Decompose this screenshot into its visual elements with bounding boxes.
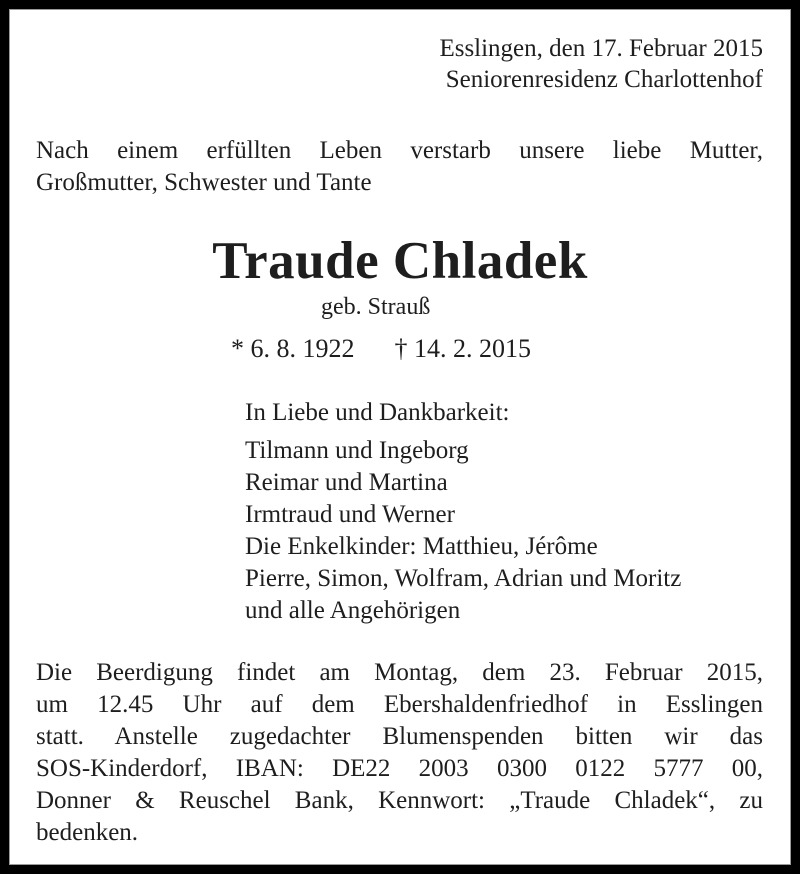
mourner-line: Die Enkelkinder: Matthieu, Jérôme <box>245 533 598 560</box>
intro-line: Nach einem erfüllten Leben verstarb unsere liebe Mutter, <box>36 137 763 164</box>
intro-line: Großmutter, Schwester und Tante <box>36 169 372 196</box>
mourner-line: Tilmann und Ingeborg <box>245 437 469 464</box>
life-dates <box>231 333 531 365</box>
residence: Seniorenresidenz Charlottenhof <box>445 66 763 93</box>
funeral-line: bedenken. <box>36 819 139 846</box>
funeral-line: statt. Anstelle zugedachter Blumenspenden bitten wir das <box>36 723 763 750</box>
place-date: Esslingen, den 17. Februar 2015 <box>439 35 763 62</box>
deceased-name: Traude Chladek <box>212 232 588 290</box>
mourner-line: Pierre, Simon, Wolfram, Adrian und Moritz <box>245 565 682 592</box>
death-date: † 14. 2. 2015 <box>394 334 531 363</box>
obituary-notice <box>9 9 791 865</box>
funeral-info <box>36 657 763 849</box>
mourner-line: Irmtraud und Werner <box>245 501 455 528</box>
funeral-line: Die Beerdigung findet am Montag, dem 23. Februar 2015, <box>36 659 763 686</box>
mourners-heading: In Liebe und Dankbarkeit: <box>245 399 510 426</box>
funeral-line: um 12.45 Uhr auf dem Ebershaldenfriedhof in Esslingen <box>36 691 763 718</box>
funeral-line: SOS-Kinderdorf, IBAN: DE22 2003 0300 0122 5777 00, <box>36 755 763 782</box>
mourner-line: und alle Angehörigen <box>245 597 461 624</box>
header <box>439 33 763 95</box>
intro-text <box>36 135 763 199</box>
funeral-line: Donner & Reuschel Bank, Kennwort: „Traude Chladek“, zu <box>36 787 763 814</box>
maiden-name: geb. Strauß <box>321 294 431 320</box>
mourner-line: Reimar und Martina <box>245 469 448 496</box>
birth-date: * 6. 8. 1922 <box>231 334 355 363</box>
mourners-list <box>245 397 681 627</box>
